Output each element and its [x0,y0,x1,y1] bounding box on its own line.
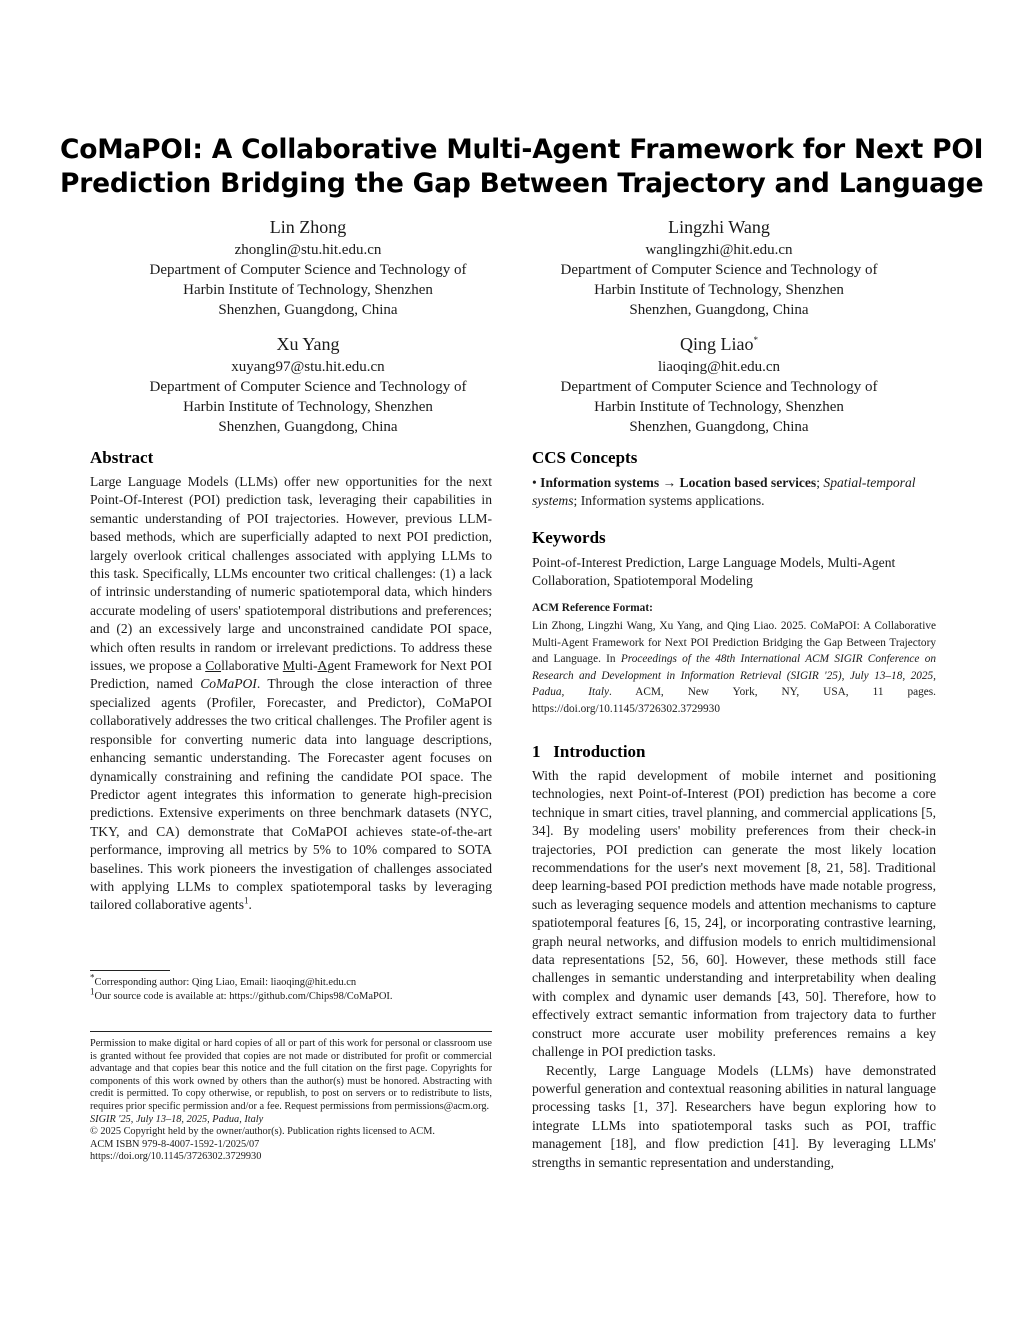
footnote-corresponding [90,972,492,990]
author-institution: Harbin Institute of Technology, Shenzhen [183,282,433,298]
author-location: Shenzhen, Guangdong, China [629,302,809,318]
keywords-text: Point-of-Interest Prediction, Large Language Models, Multi-Agent Collaboration, Spatiotemporal Modeling [532,555,896,589]
author-email: xuyang97@stu.hit.edu.cn [231,359,385,375]
footnote-mark: * [90,972,95,983]
author-institution: Harbin Institute of Technology, Shenzhen [183,399,433,415]
ccs-heading: CCS Concepts [532,448,638,467]
author-institution: Harbin Institute of Technology, Shenzhen [594,399,844,415]
doi-line[interactable]: https://doi.org/10.1145/3726302.3729930 [90,1151,262,1163]
footnotes [90,970,492,1004]
isbn-line: ACM ISBN 979-8-4007-1592-1/2025/07 [90,1138,260,1150]
author-institution: Harbin Institute of Technology, Shenzhen [594,282,844,298]
acm-reference-part: . ACM, New York, NY, USA, 11 pages. https://doi.org/10.1145/3726302.3729930 [532,686,936,715]
acm-reference-heading: ACM Reference Format: [532,602,653,614]
author-department: Department of Computer Science and Technology of [149,379,467,395]
footnote-ref[interactable]: 1 [244,895,249,906]
abstract-text-part: ulti- [294,658,318,674]
ccs-section [532,447,936,511]
abstract-text-part: gent Framework for Next POI Prediction, named [90,658,493,692]
abstract-text-part: llaborative [221,658,283,674]
introduction-paragraph-1: With the rapid development of mobile internet and positioning technologies, next Point-of-Interest (POI) prediction has become a core technique in smart cities, travel planning, and commercial applications [5, 34]. By modeling users' mobility preferences from their check-in trajectories, POI prediction can generate the most likely location recommendations for the user's next movement [8, 21, 58]. Traditional deep learning-based POI prediction methods have made notable progress, such as leveraging sequence models and attention mechanisms to capture spatiotemporal features [6, 15, 24], or incorporating contrastive learning, graph neural networks, and diffusion models to enrich multidimensional data representations [52, 56, 60]. However, these methods still face challenges in semantic understanding and interpretability when dealing with complex and dynamic user demands [43, 50]. Therefore, how to effectively extract semantic information from trajectory data to further construct more accurate user mobility preferences remains a key challenge in POI prediction tasks. [532,768,936,1060]
permission-rule [90,1031,492,1032]
author-email: liaoqing@hit.edu.cn [657,359,781,375]
acm-reference-part: Lin Zhong, Lingzhi Wang, Xu Yang, and Qing Liao. 2025. CoMaPOI: A Collaborative Multi-Agent Framework for Next POI Prediction Bridging the Gap Between Trajectory and Language. In [532,620,936,666]
introduction-paragraph-2: Recently, Large Language Models (LLMs) have demonstrated powerful generation and contextual reasoning abilities in natural language processing tasks [1, 37]. Researchers have begun exploring how to integrate LLMs into spatiotemporal tasks such as POI, traffic management [18], and flow prediction [41]. By leveraging LLMs' strengths in semantic representation and understanding, [532,1062,936,1170]
paper-title-line-2: Prediction Bridging the Gap Between Trajectory and Language [60,168,984,199]
author-department: Department of Computer Science and Technology of [560,262,878,278]
ccs-concept: ; Information systems applications. [573,493,765,509]
author-name [499,332,939,356]
abstract-section [90,447,492,915]
author-location: Shenzhen, Guangdong, China [218,302,398,318]
acm-reference-text [532,618,936,717]
ccs-separator: ; [816,475,824,490]
footnote-mark: 1 [90,986,95,997]
author-name: Lin Zhong [269,217,347,237]
author-department: Department of Computer Science and Technology of [149,262,467,278]
author-location: Shenzhen, Guangdong, China [629,419,809,435]
abstract-text-part: Large Language Models (LLMs) offer new opportunities for the next Point-Of-Interest (POI) prediction task, leveraging their capabilities in semantic understanding of POI trajectories. However, previous LLM-based methods, which are superficially adapted to next POI prediction, largely overlook critical challenges associated with applying LLMs to this task. Specifically, LLMs encounter two critical challenges: (1) a lack of intrinsic understanding of numeric spatiotemporal data, which hinders accurate modeling of users' spatiotemporal distributions and preferences; and (2) an excessively large and unconstrained candidate POI space, which often results in random or irrelevant predictions. To address these issues, we propose a [90,474,492,674]
author-email: zhonglin@stu.hit.edu.cn [234,242,382,258]
permission-block [90,1031,492,1164]
author-name-text: Qing Liao [680,334,754,354]
keywords-heading: Keywords [532,528,606,547]
author-email: wanglingzhi@hit.edu.cn [645,242,793,258]
footnote-text: Corresponding author: Qing Liao, Email: liaoqing@hit.edu.cn [94,977,357,988]
section-title: Introduction [553,742,646,761]
permission-text: Permission to make digital or hard copies of all or part of this work for personal or classroom use is granted without fee provided that copies are not made or distributed for profit or commercial advantage and that copies bear this notice and the full citation on the first page. Copyrights for components of this work owned by others than the author(s) must be honored. Abstracting with credit is permitted. To copy otherwise, or republish, to post on servers or to redistribute to lists, requires prior specific permission and/or a fee. Request permissions from permissions@acm.org. [90,1038,492,1112]
abstract-text-part: . [248,897,252,913]
corresponding-mark: * [753,335,758,345]
footnote-source [90,986,492,1004]
section-number: 1 [532,742,541,761]
author-department: Department of Computer Science and Technology of [560,379,878,395]
copyright-line: © 2025 Copyright held by the owner/author(s). Publication rights licensed to ACM. [90,1126,436,1138]
abstract-text-part: . Through the close interaction of three specialized agents (Profiler, Forecaster, and Predictor), CoMaPOI collaboratively addresses the two critical challenges. The Profiler agent is responsible for converting numeric data into language descriptions, enhancing semantic understanding. The Forecaster agent focuses on dynamically constraining and refining the candidate POI space. The Predictor agent integrates this information to generate high-precision predictions. Extensive experiments on three benchmark datasets (NYC, TKY, and CA) demonstrate that CoMaPOI achieves state-of-the-art performance, improving all metrics by 5% to 10% compared to SOTA baselines. This work pioneers the investigation of challenges associated with applying LLMs to complex spatiotemporal tasks by leveraging tailored collaborative agents [90,676,493,913]
paper-title-line-1: CoMaPOI: A Collaborative Multi-Agent Framework for Next POI [60,134,984,165]
author-block-4 [499,332,939,437]
abstract-method-name: CoMaPOI [200,676,257,692]
author-block-1 [88,215,528,320]
acm-reference [532,601,936,717]
author-name: Xu Yang [276,334,340,354]
author-name: Lingzhi Wang [668,217,770,237]
arxiv-stamp [6,370,78,960]
ccs-concept: Spatial-temporal systems [532,475,916,509]
arrow-icon: → [662,475,677,490]
author-block-3 [88,332,528,437]
ccs-concepts-text [532,474,936,511]
acm-reference-proceedings: Proceedings of the 48th International ACM SIGIR Conference on Research and Development in Information Retrieval (SIGIR '25), July 13–18, 2025, Padua, Italy [532,653,936,699]
abstract-text [90,473,492,915]
abstract-heading: Abstract [90,448,154,467]
ccs-concept: Information systems [540,475,660,490]
footnote-rule [90,970,170,971]
introduction-heading [532,741,936,763]
introduction-section [532,741,936,1172]
author-block-2 [499,215,939,320]
ccs-concept: Location based services [679,475,817,490]
paper-title [60,133,984,201]
abstract-underline: Co [205,658,222,674]
abstract-underline: A [317,658,328,674]
bullet: • [532,475,537,490]
keywords-section [532,527,936,591]
author-location: Shenzhen, Guangdong, China [218,419,398,435]
abstract-underline: M [282,658,295,674]
venue-line: SIGIR '25, July 13–18, 2025, Padua, Italy [90,1113,264,1125]
footnote-text[interactable]: Our source code is available at: https://github.com/Chips98/CoMaPOI. [94,991,393,1002]
